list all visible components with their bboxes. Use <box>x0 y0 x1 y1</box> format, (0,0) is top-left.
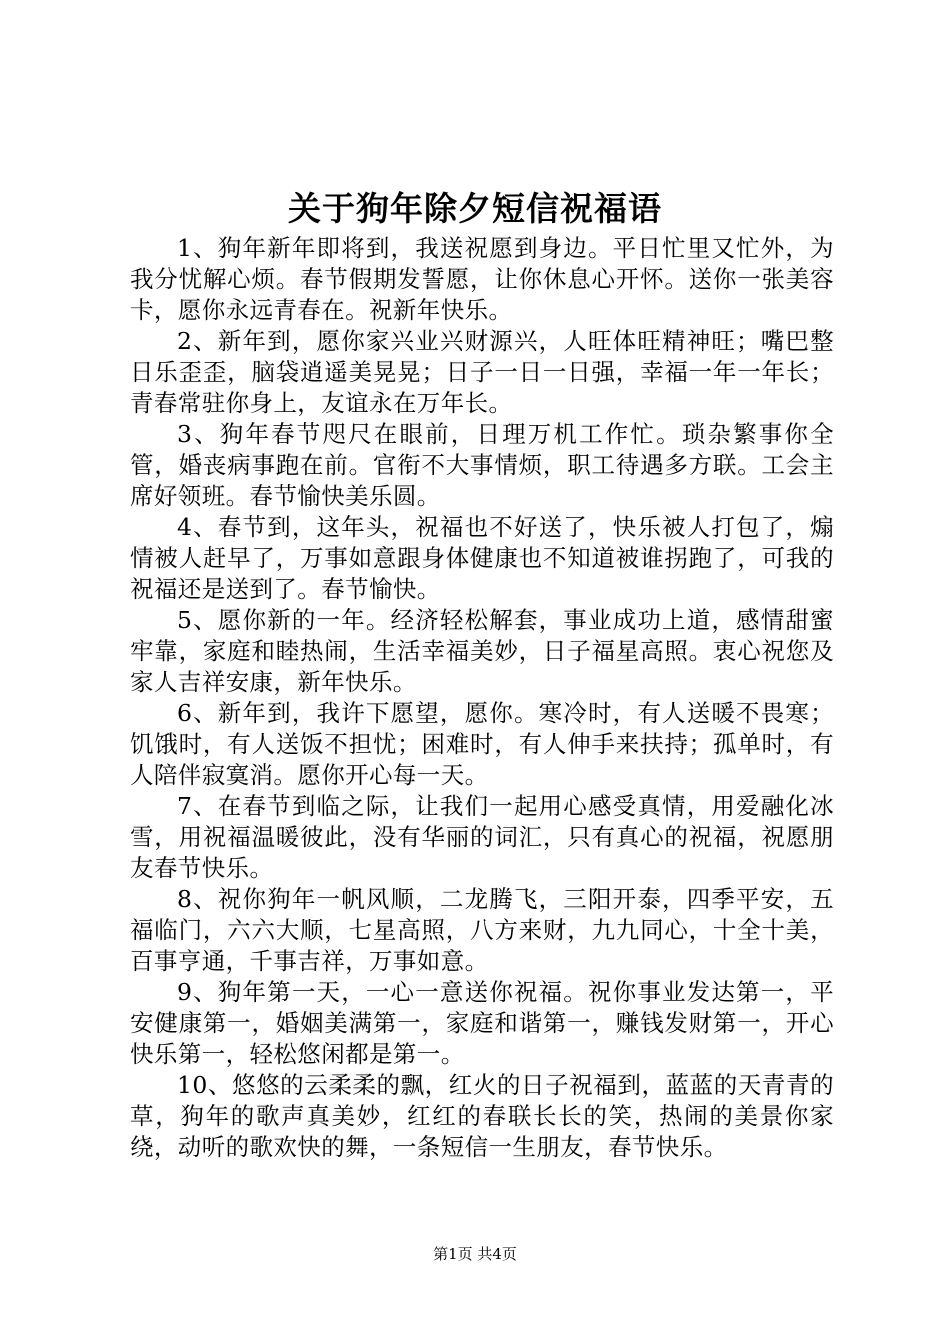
paragraph-7: 7、在春节到临之际，让我们一起用心感受真情，用爱融化冰雪，用祝福温暖彼此，没有华丽的词汇，只有真心的祝福，祝愿朋友春节快乐。 <box>130 792 834 882</box>
paragraph-5: 5、愿你新的一年。经济轻松解套，事业成功上道，感情甜蜜牢靠，家庭和睦热闹，生活幸福美妙，日子福星高照。衷心祝您及家人吉祥安康，新年快乐。 <box>130 606 834 696</box>
paragraph-8: 8、祝你狗年一帆风顺，二龙腾飞，三阳开泰，四季平安，五福临门，六六大顺，七星高照，八方来财，九九同心，十全十美，百事亨通，千事吉祥，万事如意。 <box>130 885 834 975</box>
paragraph-3: 3、狗年春节咫尺在眼前，日理万机工作忙。琐杂繁事你全管，婚丧病事跑在前。官衔不大事情烦，职工待遇多方联。工会主席好领班。春节愉快美乐圆。 <box>130 420 834 510</box>
paragraph-6: 6、新年到，我许下愿望，愿你。寒冷时，有人送暖不畏寒；饥饿时，有人送饭不担忧；困难时，有人伸手来扶持；孤单时，有人陪伴寂寞消。愿你开心每一天。 <box>130 699 834 789</box>
paragraph-10: 10、悠悠的云柔柔的飘，红火的日子祝福到，蓝蓝的天青青的草，狗年的歌声真美妙，红红的春联长长的笑，热闹的美景你家绕，动听的歌欢快的舞，一条短信一生朋友，春节快乐。 <box>130 1071 834 1161</box>
paragraph-9: 9、狗年第一天，一心一意送你祝福。祝你事业发达第一，平安健康第一，婚姻美满第一，家庭和谐第一，赚钱发财第一，开心快乐第一，轻松悠闲都是第一。 <box>130 978 834 1068</box>
paragraph-4: 4、春节到，这年头，祝福也不好送了，快乐被人打包了，煽情被人赶早了，万事如意跟身体健康也不知道被谁拐跑了，可我的祝福还是送到了。春节愉快。 <box>130 513 834 603</box>
paragraph-2: 2、新年到，愿你家兴业兴财源兴，人旺体旺精神旺；嘴巴整日乐歪歪，脑袋逍遥美晃晃；日子一日一日强，幸福一年一年长；青春常驻你身上，友谊永在万年长。 <box>130 327 834 417</box>
document-body <box>130 233 834 1163</box>
document-title: 关于狗年除夕短信祝福语 <box>288 189 662 228</box>
paragraph-1: 1、狗年新年即将到，我送祝愿到身边。平日忙里又忙外，为我分忧解心烦。春节假期发誓愿，让你休息心开怀。送你一张美容卡，愿你永远青春在。祝新年快乐。 <box>130 234 834 324</box>
page-footer: 第1页 共4页 <box>433 1245 517 1263</box>
